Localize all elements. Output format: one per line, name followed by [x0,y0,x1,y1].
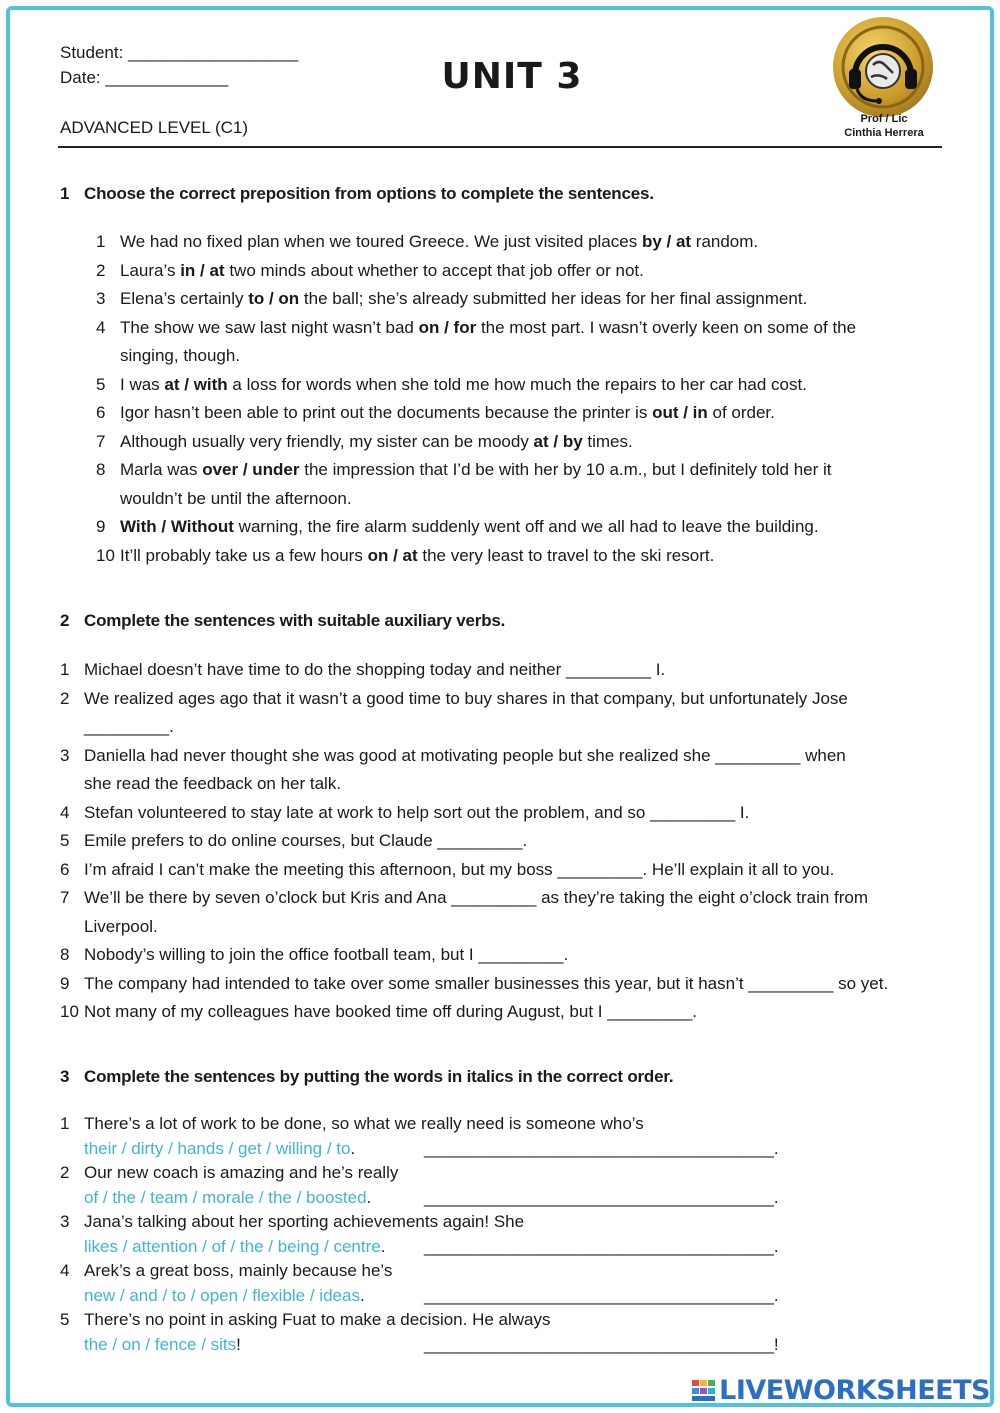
answer-blank[interactable]: _____________________________________. [424,1187,779,1207]
list-item: 9 With / Without warning, the fire alarm suddenly went off and we all had to leave the building. [96,517,819,536]
list-item: 5 I was at / with a loss for words when she told me how much the repairs to her car had cost. [96,374,807,394]
section-number: 2 [60,611,70,630]
list-item: 3 Elena’s certainly to / on the ball; she’s already submitted her ideas for her final assignment. [96,289,808,308]
list-item[interactable]: 6 I’m afraid I can’t make the meeting this afternoon, but my boss _________. He’ll explain it all to you. [60,859,835,879]
italic-words: likes / attention / of / the / being / centre [84,1236,381,1256]
preposition-options[interactable]: to / on [248,289,300,308]
answer-blank[interactable]: _____________________________________! [424,1334,779,1354]
answer-blank[interactable]: _____________________________________. [424,1138,779,1158]
section-3-title [60,1067,673,1087]
answer-blank[interactable]: _____________________________________. [424,1236,779,1256]
list-item[interactable]: 5 Emile prefers to do online courses, but Claude _________. [60,831,528,850]
list-item: 4 Arek’s a great boss, mainly because he’s new / and / to / open / flexible / ideas. _____________________________________. [60,1259,820,1308]
headphones-icon [833,17,933,117]
section-3-list [60,1112,820,1357]
italic-words: the / on / fence / sits [84,1334,237,1354]
preposition-options[interactable]: over / under [202,460,300,479]
list-item[interactable]: 1 Michael doesn’t have time to do the shopping today and neither _________ I. [60,660,666,679]
preposition-options[interactable]: at / by [533,431,583,451]
student-field[interactable]: Student: __________________ [60,43,299,62]
list-item: 1 We had no fixed plan when we toured Greece. We just visited places by / at random. [96,232,759,251]
list-item: 1 There’s a lot of work to be done, so what we really need is someone who’s their / dirty / hands / get / willing / to. _____________________________________. [60,1112,820,1161]
preposition-options[interactable]: on / at [367,545,418,565]
header-divider [58,146,942,148]
section-number: 1 [60,184,70,203]
date-field[interactable]: Date: _____________ [60,68,229,87]
liveworksheets-icon [692,1380,716,1402]
brand-text: LIVEWORKSHEETS [719,1375,990,1406]
preposition-options[interactable]: on / for [418,317,477,337]
answer-blank[interactable]: _____________________________________. [424,1285,779,1305]
page-title: UNIT 3 [441,56,583,97]
preposition-options[interactable]: in / at [180,260,225,280]
italic-words: of / the / team / morale / the / boosted [84,1187,367,1207]
list-item: 7 Although usually very friendly, my sister can be moody at / by times. [96,431,633,451]
preposition-options[interactable]: out / in [652,403,708,422]
logo-caption-line1: Prof / Lic [860,113,908,125]
list-item[interactable]: 4 Stefan volunteered to stay late at work to help sort out the problem, and so _________ I. [60,802,750,822]
level-label: ADVANCED LEVEL (C1) [60,118,248,137]
italic-words: their / dirty / hands / get / willing / to [84,1138,351,1158]
list-item[interactable]: 8 Nobody’s willing to join the office football team, but I _________. [60,945,569,964]
list-item[interactable]: 9 The company had intended to take over some smaller businesses this year, but it hasn’t _________ so yet. [60,973,889,993]
preposition-options[interactable]: at / with [164,374,228,394]
list-item: 2 Our new coach is amazing and he’s really of / the / team / morale / the / boosted. _____________________________________. [60,1161,820,1210]
liveworksheets-logo[interactable] [692,1375,990,1406]
section-instruction: Complete the sentences with suitable auxiliary verbs. [84,611,506,630]
section-instruction: Complete the sentences by putting the words in italics in the correct order. [84,1067,674,1086]
section-2-title [60,611,505,631]
list-item: 6 Igor hasn’t been able to print out the documents because the printer is out / in of order. [96,403,775,422]
section-instruction: Choose the correct preposition from options to complete the sentences. [84,184,654,203]
list-item: 5 There’s no point in asking Fuat to make a decision. He always the / on / fence / sits! _____________________________________! [60,1308,820,1357]
italic-words: new / and / to / open / flexible / ideas [84,1285,360,1305]
list-item[interactable]: 10 Not many of my colleagues have booked time off during August, but I _________. [60,1002,698,1021]
list-item[interactable]: 3 Daniella had never thought she was good at motivating people but she realized she _________ when she read the feedback on her talk. [60,745,846,793]
section-1-title [60,184,654,204]
section-number: 3 [60,1067,70,1086]
list-item: 2 Laura’s in / at two minds about whether to accept that job offer or not. [96,260,644,280]
list-item[interactable]: 2 We realized ages ago that it wasn’t a good time to buy shares in that company, but unfortunately Jose _________. [60,688,848,736]
list-item: 8 Marla was over / under the impression that I’d be with her by 10 a.m., but I definitely told her it wouldn’t be until the afternoon. [96,460,832,508]
list-item: 10 It’ll probably take us a few hours on / at the very least to travel to the ski resort. [96,545,715,565]
list-item: 4 The show we saw last night wasn’t bad on / for the most part. I wasn’t overly keen on some of the singing, though. [96,317,857,365]
logo-caption-line2: Cinthia Herrera [844,127,924,139]
preposition-options[interactable]: by / at [641,232,692,251]
headphones-globe-logo [833,17,933,117]
section-1-list [96,228,936,570]
preposition-options[interactable]: With / Without [120,517,234,536]
list-item[interactable]: 7 We’ll be there by seven o’clock but Kris and Ana _________ as they’re taking the eight o’clock train from Liverpool. [60,888,869,936]
list-item: 3 Jana’s talking about her sporting achievements again! She likes / attention / of / the / being / centre. _____________________________________. [60,1210,820,1259]
section-2-list [60,656,960,1027]
